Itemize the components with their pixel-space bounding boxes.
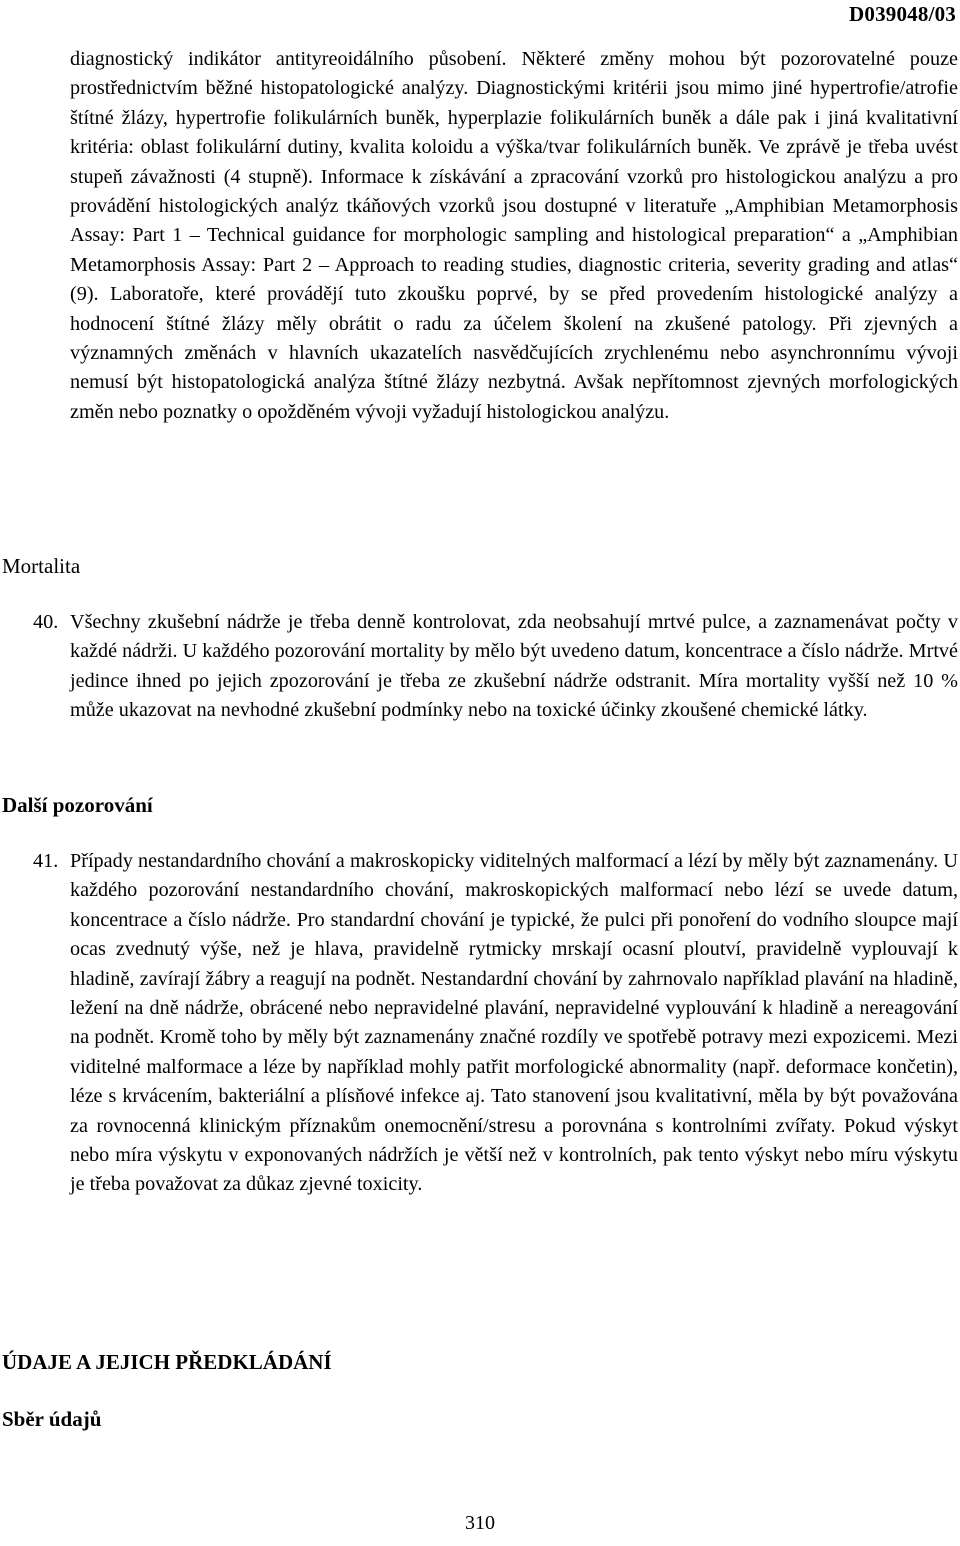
heading-mortalita: Mortalita	[2, 554, 81, 578]
item-number: 41.	[33, 850, 59, 872]
item-text: Případy nestandardního chování a makroskopicky viditelných malformací a lézí by měly být zaznamenány. U každého pozorování nestandardního chování, makroskopických malformací nebo lézí se uvede datum, koncentrace a číslo nádrže. Pro standardní chování je typické, že pulci při ponoření do vodního sloupce mají ocas zvednutý výše, než je hlava, pravidelně rytmicky mrskají ocasní ploutví, pravidelně vyplouvají k hladině, zavírají žábry a reagují na podnět. Nestandardní chování by zahrnovalo například plavání na hladině, ležení na dně nádrže, obrácené nebo nepravidelné plavání, nepravidelné vyplouvání k hladině a nereagování na podnět. Kromě toho by měly být zaznamenány značné rozdíly ve spotřebě potravy mezi expozicemi. Mezi viditelné malformace a léze by například mohly patřit morfologické abnormality (např. deformace končetin), léze s krvácením, bakteriální a plísňové infekce aj. Tato stanovení jsou kvalitativní, měla by být považována za rovnocenná klinickým příznakům onemocnění/stresu a porovnána s kontrolními zvířaty. Pokud výskyt nebo míra výskytu v exponovaných nádržích je větší než v kontrolních, pak tento výskyt nebo míru výskytu je třeba považovat za důkaz zjevné toxicity.	[70, 850, 958, 1196]
item-text: Všechny zkušební nádrže je třeba denně kontrolovat, zda neobsahují mrtvé pulce, a zaznamenávat počty v každé nádrži. U každého pozorování mortality by mělo být uvedeno datum, koncentrace a číslo nádrže. Mrtvé jedince ihned po jejich zpozorování je třeba ze zkušební nádrže odstranit. Míra mortality vyšší než 10 % může ukazovat na nevhodné zkušební podmínky nebo na toxické účinky zkoušené chemické látky.	[70, 611, 958, 722]
page-number: 310	[465, 1512, 495, 1534]
intro-paragraph: diagnostický indikátor antityreoidálního působení. Některé změny mohou být pozorovatelné pouze prostřednictvím běžné histopatologické analýzy. Diagnostickými kritérii jsou mimo jiné hypertrofie/atrofie štítné žlázy, hypertrofie folikulárních buněk, hyperplazie folikulárních buněk a dále pak i jiná kvalitativní kritéria: oblast folikulární dutiny, kvalita koloidu a výška/tvar folikulárních buněk. Ve zprávě je třeba uvést stupeň závažnosti (4 stupně). Informace k získávání a zpracování vzorků pro histologickou analýzu a pro provádění histologických analýz tkáňových vzorků jsou dostupné v literatuře „Amphibian Metamorphosis Assay: Part 1 – Technical guidance for morphologic sampling and histological preparation“ a „Amphibian Metamorphosis Assay: Part 2 – Approach to reading studies, diagnostic criteria, severity grading and atlas“ (9). Laboratoře, které provádějí tuto zkoušku poprvé, by se před provedením histologické analýzy a hodnocení štítné žlázy měly obrátit o radu za účelem školení na zkušené patology. Při zjevných a významných změnách v hlavních ukazatelích nasvědčujících zrychlenému nebo asynchronnímu vývoji nemusí být histopatologická analýza štítné žlázy nezbytná. Avšak nepřítomnost zjevných morfologických změn nebo poznatky o opožděném vývoji vyžadují histologickou analýzu.	[70, 48, 958, 423]
heading-udaje: ÚDAJE A JEJICH PŘEDKLÁDÁNÍ	[2, 1350, 332, 1374]
heading-dalsi-pozorovani: Další pozorování	[2, 793, 153, 817]
heading-sber-udaju: Sběr údajů	[2, 1407, 102, 1431]
item-number: 40.	[33, 611, 59, 633]
document-id: D039048/03	[849, 2, 956, 26]
